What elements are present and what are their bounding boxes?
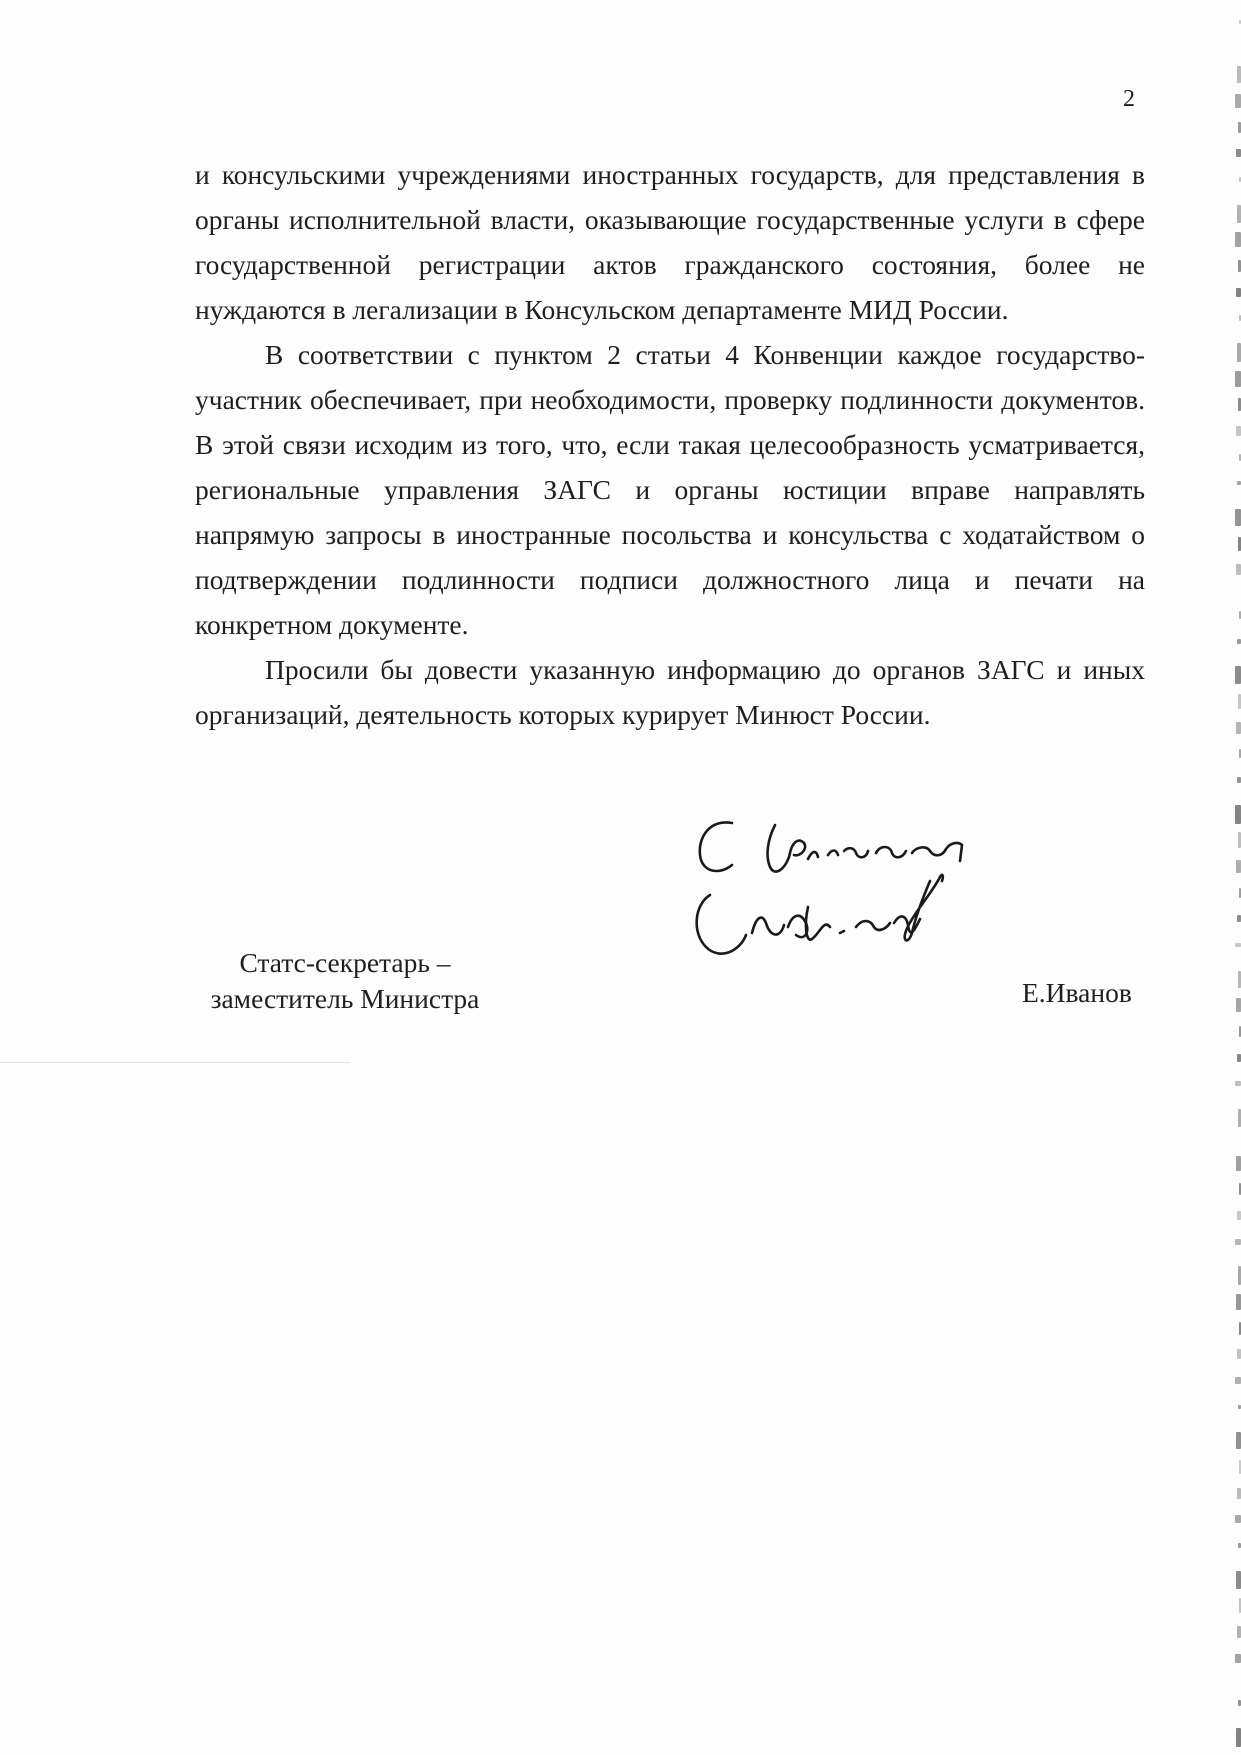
scan-edge-mark <box>1236 1156 1241 1171</box>
scan-edge-mark <box>1235 509 1241 526</box>
scan-edge-mark <box>1236 149 1241 157</box>
scan-edge-mark <box>1236 426 1241 436</box>
scan-artifact-line <box>0 1062 350 1063</box>
scan-edge-mark <box>1236 564 1241 575</box>
scan-edge-mark <box>1236 998 1241 1012</box>
paragraph-3: Просили бы довести указанную информацию до органов ЗАГС и иных организаций, деятельность которых курирует Минюст России. <box>195 654 1145 730</box>
scan-edge-mark <box>1237 343 1241 362</box>
scan-edge-mark <box>1237 777 1241 783</box>
scan-edge-mark <box>1237 639 1241 644</box>
scan-edge-mark <box>1235 805 1241 824</box>
scan-edge-mark <box>1236 1432 1241 1449</box>
scan-edge-mark <box>1237 1349 1241 1359</box>
scan-edge-mark <box>1235 232 1241 247</box>
letter-body <box>195 152 1145 737</box>
scan-edge-mark <box>1236 1294 1241 1310</box>
page-number: 2 <box>1123 86 1135 112</box>
scan-edge-mark <box>1236 288 1241 297</box>
scan-edge-mark <box>1236 1571 1241 1589</box>
scan-edge-mark <box>1237 915 1241 922</box>
paragraph-2: В соответствии с пунктом 2 статьи 4 Конвенции каждое государство-участник обеспечивает, при необходимости, проверку подлинности документов. В этой связи исходим из того, что, если такая целесообразность усматривается, региональные управления ЗАГС и органы юстиции вправе направлять напрямую запросы в иностранные посольства и консульства с ходатайством о подтверждении подлинности подписи должностного лица и печати на конкретном документе. <box>195 339 1145 640</box>
scan-edge-mark <box>1237 66 1241 83</box>
scan-edge-mark <box>1235 1081 1241 1086</box>
scan-edge-mark <box>1236 1728 1241 1747</box>
scan-edge-mark <box>1235 1377 1241 1384</box>
scan-edge-mark <box>1237 481 1241 485</box>
scan-edge-mark <box>1235 1515 1241 1523</box>
scan-edge-mark <box>1235 1239 1241 1245</box>
signer-name: Е.Иванов <box>1022 977 1132 1008</box>
scan-edge-mark <box>1237 1626 1241 1638</box>
signatory-title-line-2: заместитель Министра <box>210 983 480 1014</box>
scan-edge-mark <box>1236 860 1241 873</box>
scan-edge-mark <box>1236 722 1241 734</box>
scan-edge-mark <box>1237 205 1241 223</box>
scan-edge-mark <box>1237 1211 1241 1220</box>
scan-edge-mark <box>1237 1054 1241 1062</box>
scan-edge-artifact <box>1233 20 1241 1740</box>
scan-edge-mark <box>1235 94 1241 108</box>
handwritten-signature <box>680 815 1080 1005</box>
scan-edge-mark <box>1235 666 1241 684</box>
scan-edge-mark <box>1237 1488 1241 1499</box>
signatory-title-line-1: Статс-секретарь – <box>239 947 451 978</box>
paragraph-1: и консульскими учреждениями иностранных государств, для представления в органы исполнительной власти, оказывающие государственные услуги в сфере государственной регистрации актов гражданского состояния, более не нуждаются в легализации в Консульском департаменте МИД России. <box>195 159 1145 325</box>
scan-edge-mark <box>1235 371 1241 387</box>
scan-edge-mark <box>1235 943 1241 947</box>
scan-edge-mark <box>1235 1654 1241 1663</box>
signatory-title <box>195 945 495 1017</box>
